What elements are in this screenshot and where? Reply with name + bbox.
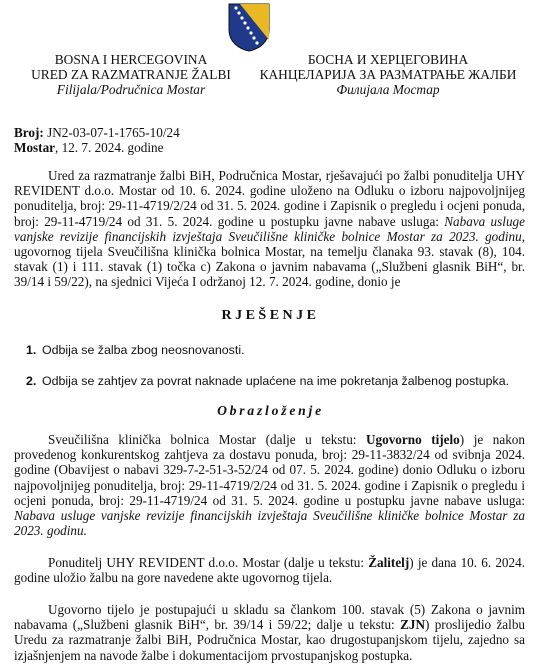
reasoning-title: Obrazloženje	[217, 403, 324, 418]
place-date	[14, 140, 163, 155]
reasoning-paragraph-1: Sveučilišna klinička bolnica Mostar (dalje u tekstu: Ugovorno tijelo) je nakon provedenog konkurentskog zahtjeva za dostavu ponuda, broj: 29-11-3832/24 od svibnja 2024. godine (Obavijest o nabavi 329-7-2-51-3-52/24 od 07. 5. 2024. godine) donio Odluku o izboru najpovoljnijeg ponuditelja, broj: 29-11-4719/2/24 od 31. 5. 2024. godine i Zapisnik o pregledu i ocjeni ponuda, broj: 29-11-4719/24 od 31. 5. 2024. godine u postupku javne nabave usluga: Nabava usluge vanjske revizije financijskih izvještaja Sveučilišne kliničke bolnice Mostar za 2023. godinu.	[14, 432, 525, 539]
date-value: , 12. 7. 2024. godine	[55, 140, 164, 155]
intro-paragraph: Ured za razmatranje žalbi BiH, Područnica Mostar, rješavajući po žalbi ponuditelja UHY REVIDENT d.o.o. Mostar od 10. 6. 2024. godine uloženo na Odluku o izboru najpovoljnijeg ponuditelja, broj: 29-11-4719/2/24 od 31. 5. 2024. godine i Zapisnik o pregledu i ocjeni ponuda, broj: 29-11-4719/24 od 31. 5. 2024. godine u postupku javne nabave usluga: Nabava usluge vanjske revizije financijskih izvještaja Sveučilišne kliničke bolnice Mostar za 2023. godinu, ugovornog tijela Sveučilišna klinička bolnica Mostar, na temelju članaka 93. stavak (8), 104. stavak (1) i 111. stavak (1) točka c) Zakona o javnim nabavama („Službeni glasnik BiH“, br. 39/14 i 59/22), na sjednici Vijeća I održanoj 12. 7. 2024. godine, donio je	[14, 168, 525, 290]
header-office-latin: URED ZA RAZMATRANJE ŽALBI	[31, 67, 231, 82]
header-branch-cyrillic: Филијала Мостар	[336, 82, 440, 97]
reasoning-paragraph-2: Ponuditelj UHY REVIDENT d.o.o. Mostar (dalje u tekstu: Žalitelj) je dana 10. 6. 2024. godine uložio žalbu na gore navedene akte ugovornog tijela.	[14, 555, 525, 586]
coat-of-arms-icon	[226, 2, 272, 52]
header-branch-latin: Filijala/Područnica Mostar	[56, 82, 206, 97]
place-label: Mostar	[14, 140, 56, 155]
header-country-cyrillic: БОСНА И ХЕРЦЕГОВИНА	[307, 52, 469, 67]
decision-item-1: 1. Odbija se žalba zbog neosnovanosti.	[26, 343, 245, 357]
header-cyrillic	[243, 52, 533, 97]
reasoning-paragraph-3: Ugovorno tijelo je postupajući u skladu sa člankom 100. stavak (5) Zakona o javnim nabavama („Službeni glasnik BiH“, br. 39/14 i 59/22; dalje u tekstu: ZJN) proslijedio žalbu Uredu za razmatranje žalbi BiH, Područnica Mostar, kao drugostupanjskom tijelu, zajedno sa izjašnjenjem na navode žalbe i dokumentacijom prvostupanjskog postupka.	[14, 602, 526, 663]
case-number-value: JN2-03-07-1-1765-10/24	[43, 125, 180, 140]
header-country-latin: BOSNA I HERCEGOVINA	[54, 52, 208, 67]
case-number-label: Broj:	[14, 125, 44, 140]
decision-title: RJEŠENJE	[221, 308, 320, 323]
decision-item-2: 2. Odbija se zahtjev za povrat naknade uplaćene na ime pokretanja žalbenog postupka.	[26, 374, 510, 388]
header-office-cyrillic: КАНЦЕЛАРИЈА ЗА РАЗМАТРАЊЕ ЖАЛБИ	[259, 67, 517, 82]
header-latin	[6, 52, 256, 97]
case-number	[14, 125, 180, 140]
